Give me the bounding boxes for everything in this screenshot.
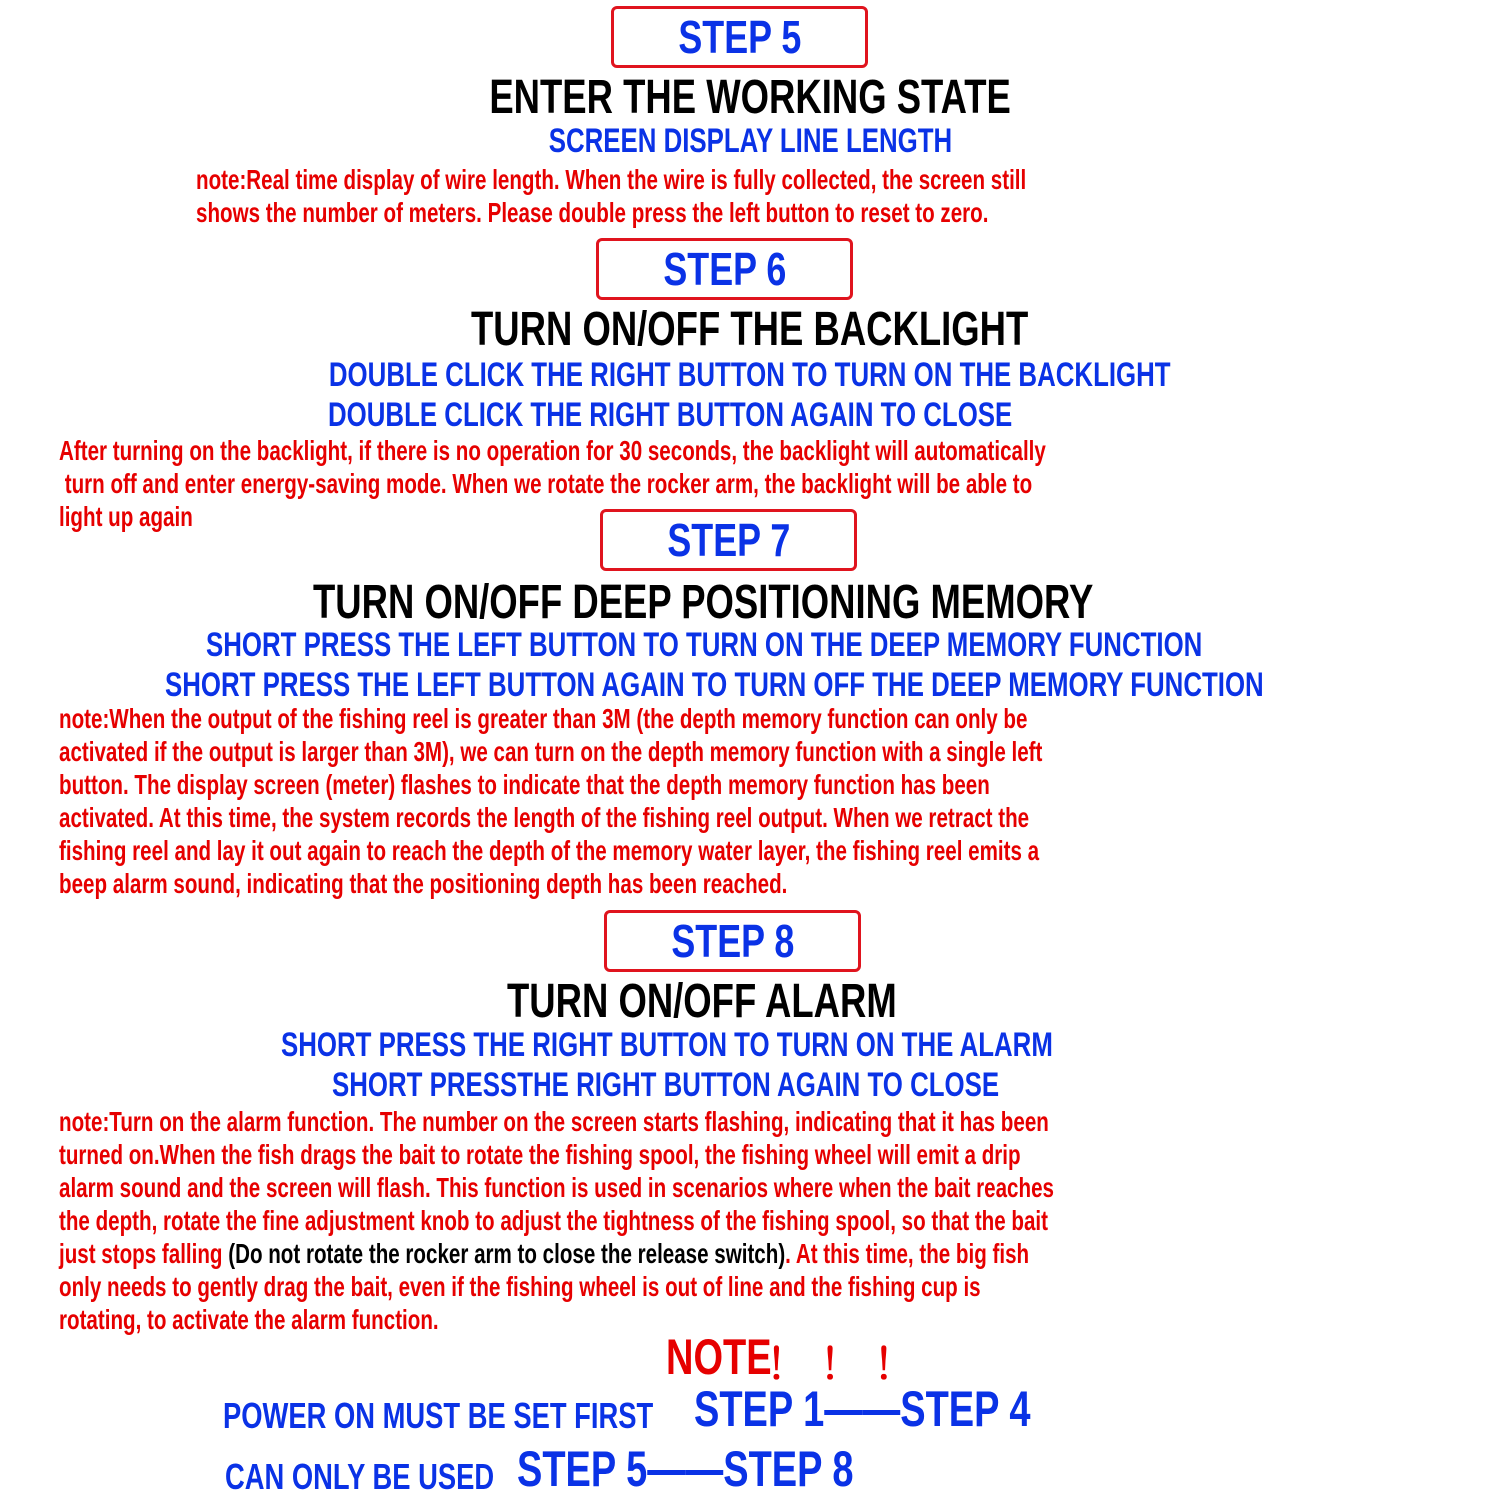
step8-sub2-row — [332, 1066, 1210, 1105]
step6-sub1: DOUBLE CLICK THE RIGHT BUTTON TO TURN ON THE BACKLIGHT — [329, 356, 1171, 394]
footer-line1-big: STEP 1——STEP 4 — [694, 1381, 1031, 1437]
step7-sub2: SHORT PRESS THE LEFT BUTTON AGAIN TO TURN OFF THE DEEP MEMORY FUNCTION — [165, 666, 1264, 704]
step8-badge — [604, 910, 861, 972]
step7-sub2-row — [165, 666, 1500, 705]
step5-note-line1: note:Real time display of wire length. When the wire is fully collected, the screen still — [196, 164, 1027, 195]
step8-note-line5 — [59, 1237, 1029, 1270]
step8-note-line4: the depth, rotate the fine adjustment knob to adjust the tightness of the fishing spool, so that the bait — [59, 1205, 1048, 1236]
step8-label: STEP 8 — [671, 915, 794, 967]
step5-note — [196, 163, 1326, 229]
step7-sub1: SHORT PRESS THE LEFT BUTTON TO TURN ON THE DEEP MEMORY FUNCTION — [206, 626, 1203, 664]
step8-note-line5c: . At this time, the big fish — [785, 1238, 1030, 1269]
step6-sub2: DOUBLE CLICK THE RIGHT BUTTON AGAIN TO CLOSE — [328, 396, 1013, 434]
step6-sub1-row — [0, 356, 1500, 395]
step7-note-line5: fishing reel and lay it out again to reach the depth of the memory water layer, the fishing reel emits a — [59, 835, 1040, 866]
step7-title: TURN ON/OFF DEEP POSITIONING MEMORY — [313, 576, 1094, 629]
step5-title-row — [0, 70, 1500, 125]
step8-note-line1: note:Turn on the alarm function. The number on the screen starts flashing, indicating that it has been — [59, 1106, 1049, 1137]
step6-note-line1: After turning on the backlight, if there is no operation for 30 seconds, the backlight will automatically — [59, 435, 1046, 466]
footer-line2-big-row — [517, 1440, 960, 1498]
step7-note-line6: beep alarm sound, indicating that the positioning depth has been reached. — [59, 868, 788, 899]
step5-subtitle-row — [0, 122, 1500, 161]
step5-label: STEP 5 — [678, 11, 801, 63]
step8-note — [59, 1105, 1413, 1336]
step7-note-line1: note:When the output of the fishing reel is greater than 3M (the depth memory function can only be — [59, 703, 1028, 734]
step7-badge — [600, 509, 857, 571]
step7-note — [59, 702, 1397, 900]
step7-label: STEP 7 — [667, 514, 790, 566]
footer-line1-big-row — [694, 1380, 1137, 1438]
step6-title: TURN ON/OFF THE BACKLIGHT — [471, 303, 1029, 356]
step8-title: TURN ON/OFF ALARM — [507, 975, 897, 1028]
step6-note-line2: turn off and enter energy-saving mode. When we rotate the rocker arm, the backlight will be able to — [59, 468, 1033, 499]
step7-note-line3: button. The display screen (meter) flashes to indicate that the depth memory function has been — [59, 769, 990, 800]
step8-note-line6: only needs to gently drag the bait, even if the fishing wheel is out of line and the fishing cup is — [59, 1271, 981, 1302]
step7-title-row — [313, 575, 1340, 630]
step7-sub1-row — [206, 626, 1500, 665]
step8-title-row — [507, 974, 1020, 1029]
step6-title-row — [0, 302, 1500, 357]
footer-note-word: NOTE — [666, 1329, 772, 1385]
footer-note-marks: ！ ！ ！ — [766, 1341, 916, 1388]
step8-note-line3: alarm sound and the screen will flash. This function is used in scenarios where when the bait reaches — [59, 1172, 1054, 1203]
step5-title: ENTER THE WORKING STATE — [489, 71, 1011, 124]
footer-line2-big: STEP 5——STEP 8 — [517, 1441, 854, 1497]
step8-sub1-row — [281, 1026, 1297, 1065]
footer-line2-small: CAN ONLY BE USED — [225, 1456, 495, 1497]
step8-note-line2: turned on.When the fish drags the bait to rotate the fishing spool, the fishing wheel will emit a drip — [59, 1139, 1021, 1170]
step6-sub2-row — [328, 396, 1228, 435]
step8-sub2: SHORT PRESSTHE RIGHT BUTTON AGAIN TO CLOSE — [332, 1066, 1000, 1104]
step8-note-line7: rotating, to activate the alarm function. — [59, 1304, 439, 1335]
step6-note-line3: light up again — [59, 501, 193, 532]
step5-badge — [611, 6, 868, 68]
step7-note-line4: activated. At this time, the system records the length of the fishing reel output. When we retract the — [59, 802, 1030, 833]
step7-note-line2: activated if the output is larger than 3M), we can turn on the depth memory function with a single left — [59, 736, 1043, 767]
step5-note-line2: shows the number of meters. Please double press the left button to reset to zero. — [196, 197, 989, 228]
step8-sub1: SHORT PRESS THE RIGHT BUTTON TO TURN ON THE ALARM — [281, 1026, 1053, 1064]
step8-note-line5a: just stops falling — [59, 1238, 229, 1269]
step8-note-line5b: (Do not rotate the rocker arm to close the release switch) — [228, 1238, 786, 1269]
step5-subtitle: SCREEN DISPLAY LINE LENGTH — [548, 122, 952, 160]
step6-label: STEP 6 — [663, 243, 786, 295]
step6-badge — [596, 238, 853, 300]
footer-line1-small: POWER ON MUST BE SET FIRST — [223, 1395, 654, 1436]
